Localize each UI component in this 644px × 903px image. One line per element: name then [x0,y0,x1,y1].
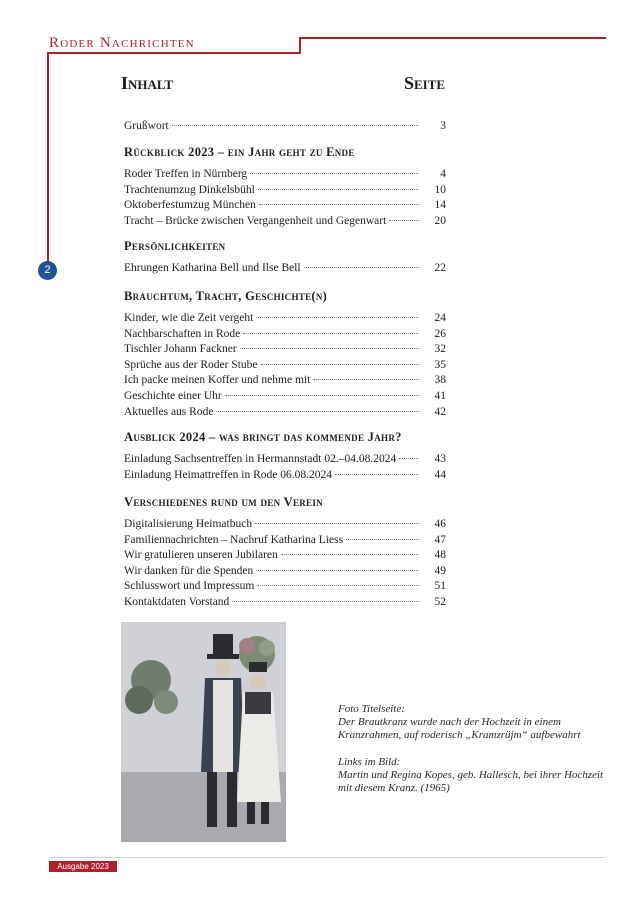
toc-entry-title: Einladung Heimattreffen in Rode 06.08.2024 [124,468,333,481]
toc-entry-title: Familiennachrichten – Nachruf Katharina Liess [124,533,344,546]
photo-caption-label: Links im Bild: [338,755,401,768]
toc-entry-title: Schlusswort und Impressum [124,580,255,593]
toc-entry-page: 49 [434,564,446,577]
toc-entry[interactable] [124,327,446,343]
toc-page-heading: Seite [404,73,446,93]
toc-entry[interactable] [124,358,446,374]
photo-caption-block [338,756,608,796]
photo-caption [338,703,608,808]
toc-entry[interactable] [124,564,446,580]
dot-leader [240,348,419,349]
toc-entry-title: Einladung Sachsentreffen in Hermannstadt 02.–04.08.2024 [124,453,397,465]
dot-leader [256,570,419,571]
toc-entry-page: 41 [434,389,446,402]
toc-entry-page: 44 [434,468,446,481]
toc-entry-title: Tracht – Brücke zwischen Vergangenheit und Gegenwart [124,214,387,227]
toc-entry-page: 26 [434,327,446,340]
dot-leader [335,474,419,475]
section-heading: Ausblick 2024 – was bringt das kommende Jahr? [124,430,402,444]
toc-entry[interactable] [124,595,446,611]
dot-leader [232,601,419,602]
toc-entry-page: 32 [434,343,446,356]
toc-entry[interactable] [124,198,446,214]
toc-entry[interactable] [124,183,446,199]
dot-leader [225,395,419,396]
toc-entry-title: Oktoberfestumzug München [124,199,256,212]
toc-entry-page: 47 [434,533,446,546]
cover-caption-label: Foto Titelseite: [338,703,405,715]
page-number-badge: 2 [38,261,57,280]
photo-caption-text: Martin und Regina Kopes, geb. Hallesch, bei ihrer Hochzeit mit diesem Kranz. (1965) [338,768,604,795]
toc-entry-title: Ich packe meinen Koffer und nehme mit [124,374,311,387]
toc-entry-page: 48 [434,549,446,562]
toc-entry-page: 51 [434,580,446,593]
dot-leader [399,458,419,459]
dot-leader [256,317,419,318]
toc-entry-page: 4 [440,168,446,180]
toc-entry-page: 38 [434,374,446,387]
dot-leader [216,411,419,412]
toc-entry[interactable] [124,533,446,549]
magazine-title: Roder Nachrichten [49,35,195,51]
toc-section [124,143,446,229]
issue-label: Ausgabe 2023 [49,861,117,872]
toc-entry-page: 43 [434,453,446,465]
header-rule-right [299,37,606,39]
toc-entry[interactable] [124,373,446,389]
toc-intro [124,119,446,135]
toc-title: Inhalt [121,73,174,93]
toc-entry-page: 20 [434,214,446,227]
wedding-photo [121,622,286,842]
dot-leader [259,204,419,205]
toc-entry-title: Roder Treffen in Nürnberg [124,168,248,180]
margin-rule [47,52,49,270]
toc-entry-title: Sprüche aus der Roder Stube [124,358,258,371]
toc-entry[interactable] [124,517,446,533]
dot-leader [261,364,420,365]
toc-entry[interactable] [124,261,446,277]
section-heading: Persönlichkeiten [124,239,226,253]
toc-entry[interactable] [124,468,446,484]
wedding-couple-illustration [121,622,286,842]
toc-entry-page: 35 [434,358,446,371]
toc-entry-title: Trachtenumzug Dinkelsbühl [124,183,255,196]
toc-section [124,493,446,611]
toc-entry-title: Kinder, wie die Zeit vergeht [124,312,254,324]
dot-leader [250,173,419,174]
toc-entry-page: 46 [434,518,446,530]
toc-entry-page: 22 [434,262,446,274]
toc-entry[interactable] [124,167,446,183]
dot-leader [346,539,419,540]
toc-entry-title: Ehrungen Katharina Bell und Ilse Bell [124,262,301,274]
toc-entry-title: Geschichte einer Uhr [124,389,222,402]
dot-leader [257,585,419,586]
toc-entry-title: Tischler Johann Fackner [124,343,237,356]
dot-leader [243,333,419,334]
dot-leader [389,220,419,221]
toc-entry[interactable] [124,452,446,468]
toc-entry[interactable] [124,579,446,595]
section-heading: Brauchtum, Tracht, Geschichte(n) [124,289,328,303]
toc-entry[interactable] [124,548,446,564]
toc-entry-title: Kontaktdaten Vorstand [124,595,230,608]
toc-entry[interactable] [124,342,446,358]
toc-entry-page: 14 [434,199,446,212]
toc-entry[interactable] [124,389,446,405]
toc-entry-title: Grußwort [124,120,169,132]
toc-entry-page: 52 [434,595,446,608]
section-heading: Rückblick 2023 – ein Jahr geht zu Ende [124,145,355,159]
header-rule-step [299,37,301,54]
dot-leader [313,379,419,380]
toc-entry-title: Nachbarschaften in Rode [124,327,241,340]
toc-entry[interactable] [124,119,446,135]
toc-section [124,428,446,483]
header-rule-left [49,52,301,54]
toc-entry-title: Wir danken für die Spenden [124,564,254,577]
toc-entry-page: 3 [440,120,446,132]
cover-caption [338,703,608,743]
section-heading: Verschiedenes rund um den Verein [124,495,323,509]
toc-section [124,237,446,277]
toc-entry-page: 10 [434,183,446,196]
toc-entry-page: 42 [434,405,446,418]
toc-entry-title: Wir gratulieren unseren Jubilaren [124,549,278,562]
toc-entry-page: 24 [434,312,446,324]
toc-entry-title: Aktuelles aus Rode [124,405,214,418]
dot-leader [281,554,419,555]
dot-leader [255,523,419,524]
footer-rule [49,857,605,858]
dot-leader [304,267,419,268]
toc-entry[interactable] [124,405,446,421]
toc-entry[interactable] [124,214,446,230]
cover-caption-text: Der Brautkranz wurde nach der Hochzeit in einem Kranzrahmen, auf roderisch „Kramzrüjm“ aufbewahrt [338,716,581,742]
toc-entry-title: Digitalisierung Heimatbuch [124,518,253,530]
toc-section [124,287,446,420]
toc-entry[interactable] [124,311,446,327]
dot-leader [258,189,419,190]
dot-leader [172,125,419,126]
